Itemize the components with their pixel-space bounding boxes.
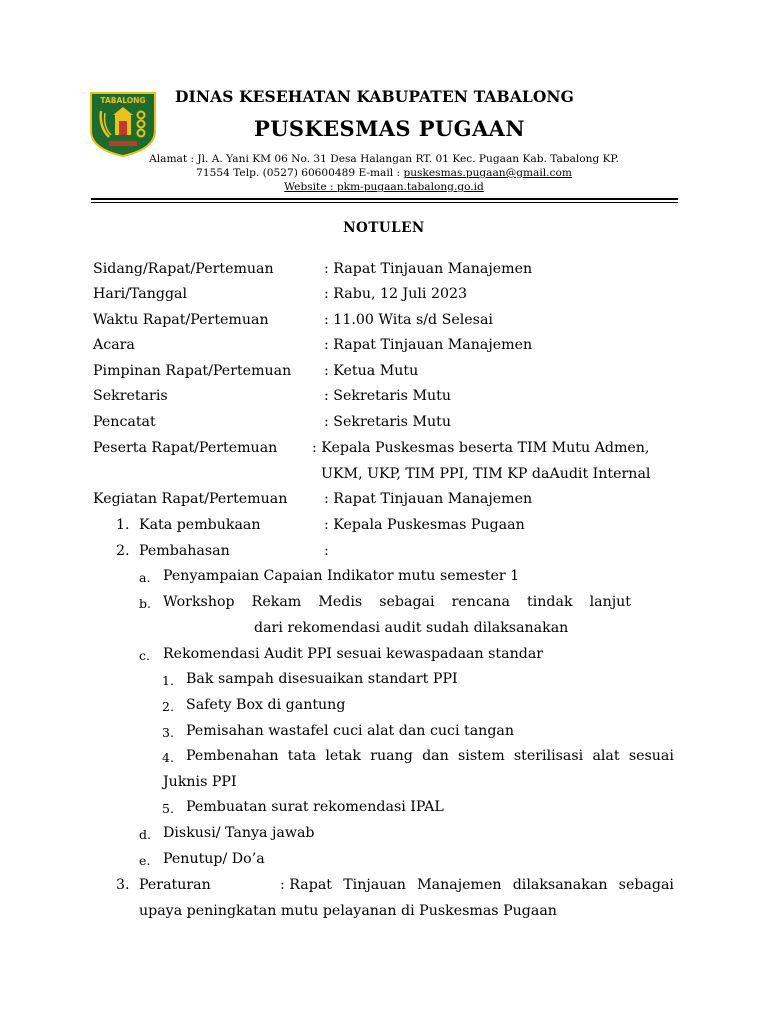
list-item: Peraturan bbox=[139, 877, 211, 893]
ppi-number: 5. bbox=[162, 801, 174, 816]
sub-marker: a. bbox=[139, 570, 151, 585]
field-value: : 11.00 Wita s/d Selesai bbox=[324, 312, 493, 328]
field-value: : Ketua Mutu bbox=[324, 363, 419, 379]
sub-marker: b. bbox=[139, 596, 151, 611]
word: ruang bbox=[370, 748, 413, 764]
sub-marker: c. bbox=[139, 648, 150, 663]
ppi-item-continued: Juknis PPI bbox=[163, 774, 237, 790]
word: alat bbox=[592, 748, 620, 764]
list-number: 1. bbox=[116, 517, 130, 533]
address-line-2 bbox=[0, 167, 768, 179]
ppi-number: 1. bbox=[162, 673, 174, 688]
ppi-item: Bak sampah disesuaikan standart PPI bbox=[186, 671, 458, 687]
field-value: : Rapat Tinjauan Manajemen bbox=[324, 491, 533, 507]
field-label: Sekretaris bbox=[93, 388, 168, 404]
field-label: Sidang/Rapat/Pertemuan bbox=[93, 261, 274, 277]
sub-marker: e. bbox=[139, 853, 151, 868]
ppi-number: 4. bbox=[162, 750, 174, 765]
ppi-item: Pembuatan surat rekomendasi IPAL bbox=[186, 799, 444, 815]
word: Medis bbox=[318, 594, 363, 610]
logo-text: TABALONG bbox=[100, 96, 146, 105]
list-number: 3. bbox=[116, 877, 130, 893]
email-link[interactable]: puskesmas.pugaan@gmail.com bbox=[403, 167, 572, 179]
list-number: 2. bbox=[116, 543, 130, 559]
sub-item: Penutup/ Do’a bbox=[163, 851, 265, 867]
list-item: Pembahasan bbox=[139, 543, 230, 559]
list-item: Kata pembukaan bbox=[139, 517, 261, 533]
field-value: : Rabu, 12 Juli 2023 bbox=[324, 286, 468, 302]
word: tindak bbox=[527, 594, 573, 610]
ppi-item: Pemisahan wastafel cuci alat dan cuci tangan bbox=[186, 723, 514, 739]
field-value: : Kepala Puskesmas beserta TIM Mutu Admen, bbox=[312, 440, 650, 456]
word: dilaksanakan bbox=[512, 877, 608, 893]
word: sterilisasi bbox=[513, 748, 584, 764]
word: rencana bbox=[451, 594, 510, 610]
field-value-continued: UKM, UKP, TIM PPI, TIM KP daAudit Internal bbox=[321, 466, 651, 482]
sub-item: Rekomendasi Audit PPI sesuai kewaspadaan standar bbox=[163, 646, 544, 662]
word: sebagai bbox=[379, 594, 435, 610]
field-label: Acara bbox=[93, 337, 135, 353]
word: sesuai bbox=[628, 748, 674, 764]
sub-item: Penyampaian Capaian Indikator mutu semester 1 bbox=[163, 568, 520, 584]
sub-item: Diskusi/ Tanya jawab bbox=[163, 825, 315, 841]
list-item-value: : Kepala Puskesmas Pugaan bbox=[324, 517, 525, 533]
ppi-number: 2. bbox=[162, 699, 174, 714]
header-rule-thin bbox=[91, 202, 678, 203]
word: Pembenahan bbox=[186, 748, 279, 764]
field-label: Hari/Tanggal bbox=[93, 286, 188, 302]
tabalong-logo bbox=[89, 91, 157, 157]
document-title: NOTULEN bbox=[343, 220, 425, 236]
word: Manajemen bbox=[417, 877, 502, 893]
address-phone: 71554 Telp. (0527) 60600489 E-mail : bbox=[196, 167, 404, 179]
field-value: : Sekretaris Mutu bbox=[324, 388, 451, 404]
ppi-item-justified bbox=[186, 748, 674, 764]
word: sistem bbox=[458, 748, 505, 764]
word: Workshop bbox=[163, 594, 235, 610]
website-line bbox=[0, 181, 768, 193]
field-value: : Rapat Tinjauan Manajemen bbox=[324, 261, 533, 277]
sub-marker: d. bbox=[139, 827, 151, 842]
field-label: Waktu Rapat/Pertemuan bbox=[93, 312, 269, 328]
list-item-value: : bbox=[324, 543, 329, 559]
website-link[interactable]: Website : pkm-pugaan.tabalong.go.id bbox=[284, 181, 484, 193]
word: Rekam bbox=[251, 594, 302, 610]
field-label: Peserta Rapat/Pertemuan bbox=[93, 440, 278, 456]
field-value: : Rapat Tinjauan Manajemen bbox=[324, 337, 533, 353]
address-line-1: Alamat : Jl. A. Yani KM 06 No. 31 Desa Halangan RT. 01 Kec. Pugaan Kab. Tabalong KP. bbox=[149, 153, 619, 165]
ppi-number: 3. bbox=[162, 725, 174, 740]
header-rule-thick bbox=[91, 198, 678, 200]
sub-item-justified bbox=[163, 594, 631, 610]
field-value: : Sekretaris Mutu bbox=[324, 414, 451, 430]
agency-name: DINAS KESEHATAN KABUPATEN TABALONG bbox=[175, 87, 575, 106]
field-label: Pencatat bbox=[93, 414, 156, 430]
list-item-justified bbox=[280, 877, 674, 893]
ppi-item: Safety Box di gantung bbox=[186, 697, 346, 713]
sub-item-continued: dari rekomendasi audit sudah dilaksanakan bbox=[254, 620, 569, 636]
puskesmas-name: PUSKESMAS PUGAAN bbox=[254, 116, 525, 141]
list-item-continued: upaya peningkatan mutu pelayanan di Puskesmas Pugaan bbox=[139, 903, 557, 919]
word: Tinjauan bbox=[343, 877, 406, 893]
word: lanjut bbox=[589, 594, 631, 610]
word: letak bbox=[325, 748, 362, 764]
word: tata bbox=[287, 748, 317, 764]
word: sebagai bbox=[618, 877, 674, 893]
field-label: Kegiatan Rapat/Pertemuan bbox=[93, 491, 288, 507]
field-label: Pimpinan Rapat/Pertemuan bbox=[93, 363, 292, 379]
word: : Rapat bbox=[280, 877, 332, 893]
word: dan bbox=[422, 748, 449, 764]
